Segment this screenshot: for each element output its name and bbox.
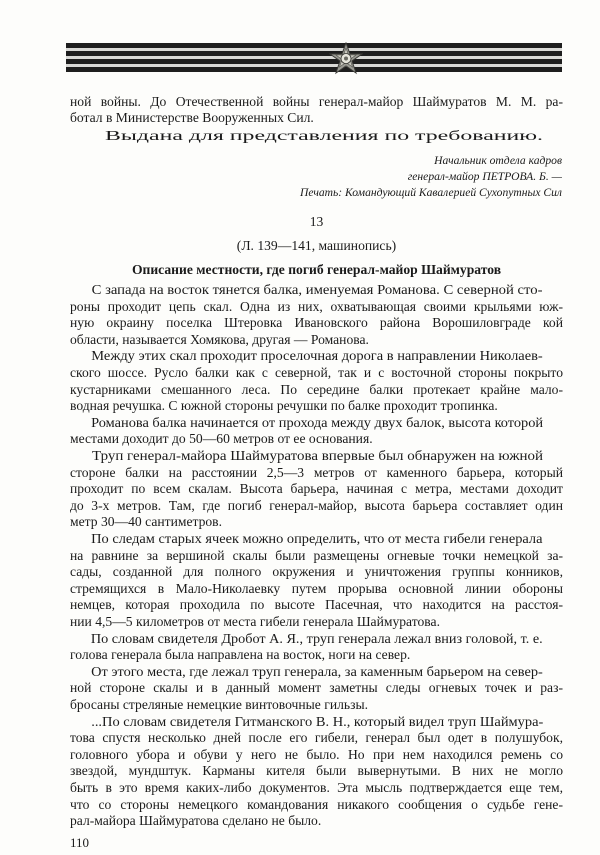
paragraph-1: С запада на восток тянется балка, именуемая Романова. С северной сто- роны проходит цепь скал. Одна из них, охватывающая своими крыльями юж- ную окраину поселка Штеровка Ивановского района Ворошиловграде кой xyxy=(70,282,563,331)
document-source: (Л. 139—141, машинопись) xyxy=(236,238,397,253)
order-star-icon xyxy=(329,42,363,76)
paragraph-4-end: метр 30—40 сантиметров. xyxy=(70,514,222,530)
paragraph-1-end: области, называется Хомякова, другая — Романова. xyxy=(70,331,369,347)
paragraph-6-end: голова генерала была направлена на восток, ноги на север. xyxy=(70,647,411,663)
document-number: 13 xyxy=(309,214,324,229)
paragraph-8: ...По словам свидетеля Гитманского В. Н., который видел труп Шаймура- това спустя несколько дней после его гибели, генерал был одет в полушубок, головного убора и обуви у него не было. Но при нем находился ремень со звездой, мундштук. Карманы кителя были вывернутыми. В них не могло быть в это время каких-либо документов. Эта мысль подтверждается еще тем, что со стороны немецкого командования никакого сообщения о судьбе гене- xyxy=(70,713,563,812)
paragraph-3: Романова балка начинается от прохода между двух балок, высота которой xyxy=(91,414,544,430)
continuation-text-end: ботал в Министерстве Вооруженных Сил. xyxy=(70,110,314,125)
paragraph-7: От этого места, где лежал труп генерала, за каменным барьером на север- ной стороне скалы и в данный момент заметны следы огневых точек и раз- xyxy=(70,663,563,696)
signature-line-2: генерал-майор ПЕТРОВА. Б. — xyxy=(407,170,562,183)
signature-line-3: Печать: Командующий Кавалерией Сухопутных Сил xyxy=(299,186,562,199)
paragraph-3-end: местами доходит до 50—60 метров от ее основания. xyxy=(70,431,373,447)
header-ribbon xyxy=(66,42,562,76)
continuation-text: ной войны. До Отечественной войны генерал-майор Шаймуратов М. М. ра- xyxy=(70,94,563,109)
paragraph-8-end: рал-майора Шаймуратова сделано не было. xyxy=(70,813,322,829)
paragraph-4: Труп генерал-майора Шаймуратова впервые был обнаружен на южной стороне балки на расстоянии 2,5—3 метров от каменного барьера, который проходит по всем скалам. Высота барьера, начиная с метра, местами доходит до 3-х метров. Там, где погиб генерал-майор, высота барьера составляет один xyxy=(70,448,563,513)
paragraph-5-end: нии 4,5—5 километров от места гибели генерала Шаймуратова. xyxy=(70,614,440,629)
signature-line-1: Начальник отдела кадров xyxy=(434,154,562,167)
document-title: Описание местности, где погиб генерал-майор Шаймуратов xyxy=(131,262,502,277)
page-number: 110 xyxy=(70,835,90,850)
paragraph-2-end: водная речушка. С южной стороны речушки по балке проходит тропинка. xyxy=(70,398,498,414)
paragraph-5: По следам старых ячеек можно определить, что от места гибели генерала на равнине за вершиной скалы были размещены огневые точки немецкой за- сады, созданной для полного окружения и уничтожения группы конников, стремящихся в Мало-Николаевку путем прорыва основной линии обороны немцев, которая проходила по высоте Пасечная, что находится на расстоя- xyxy=(70,531,563,613)
paragraph-7-end: бросаны стреляные немецкие винтовочные гильзы. xyxy=(70,697,368,712)
paragraph-2: Между этих скал проходит проселочная дорога в направлении Николаев- ского шоссе. Русло балки как с северной, так и с восточной стороны покрыто кустарниками смешанного леса. По середине балки протекает крайне мало- xyxy=(70,348,563,397)
issued-note: Выдана для представления по требованию. xyxy=(105,128,544,143)
paragraph-6: По словам свидетеля Дробот А. Я., труп генерала лежал вниз головой, т. е. xyxy=(90,630,543,646)
